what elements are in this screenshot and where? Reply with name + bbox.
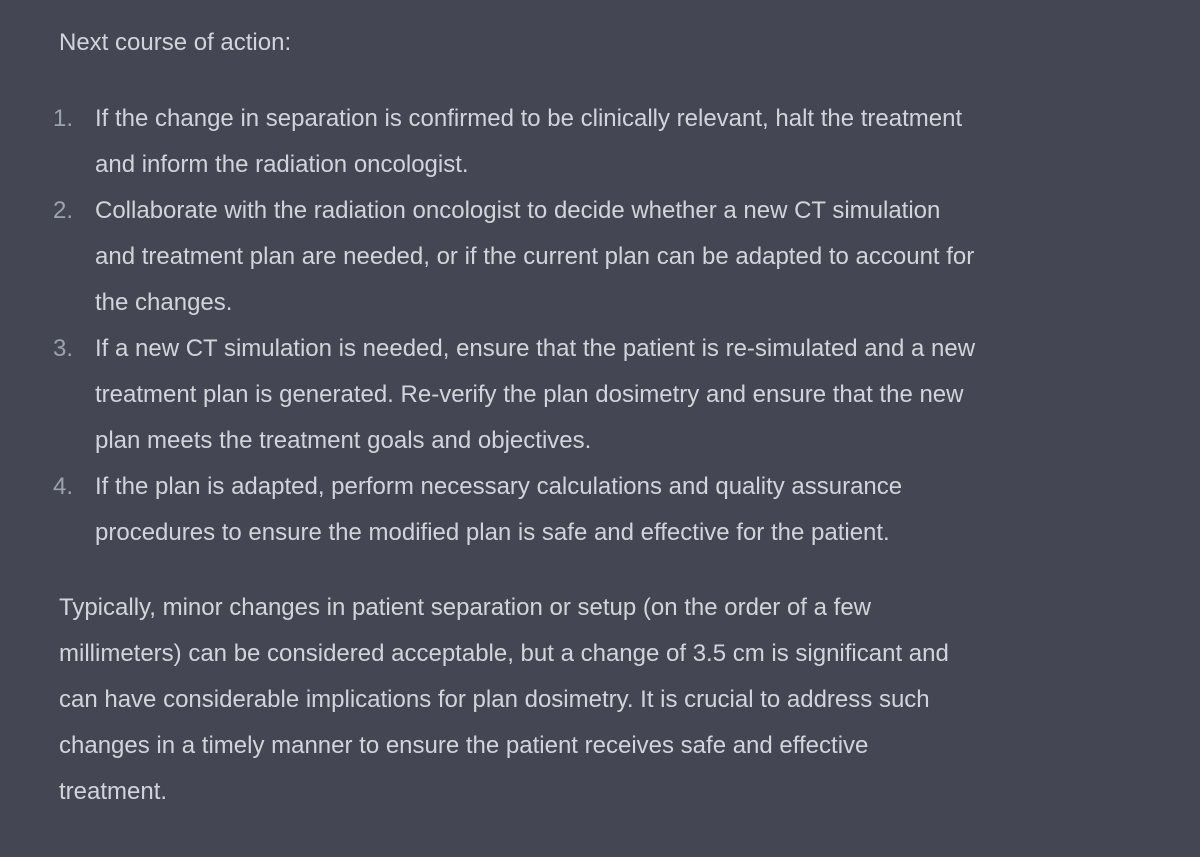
step-text-line: Collaborate with the radiation oncologist to decide whether a new CT simulation [95,197,941,224]
step-text-line: and inform the radiation oncologist. [95,151,469,178]
step-number: 3. [53,335,74,362]
step-text-line: plan meets the treatment goals and objectives. [95,427,592,454]
step-number: 2. [53,197,74,224]
step-text-line: treatment plan is generated. Re-verify the plan dosimetry and ensure that the new [95,381,964,408]
conclusion-text-line: changes in a timely manner to ensure the patient receives safe and effective [59,732,869,759]
response-intro: Next course of action: [59,29,292,56]
action-step-3 [53,326,1159,464]
conclusion-text-line: treatment. [59,778,168,805]
step-text-line: If a new CT simulation is needed, ensure that the patient is re-simulated and a new [95,335,976,362]
action-step-1 [53,96,1159,188]
action-steps-list [53,96,1159,556]
response-conclusion [59,585,1159,815]
step-text-line: and treatment plan are needed, or if the current plan can be adapted to account for [95,243,975,270]
conclusion-text-line: millimeters) can be considered acceptable, but a change of 3.5 cm is significant and [59,640,949,667]
step-text-line: If the change in separation is confirmed to be clinically relevant, halt the treatment [95,105,963,132]
conclusion-text-line: can have considerable implications for plan dosimetry. It is crucial to address such [59,686,930,713]
assistant-response [53,20,1159,815]
step-text-line: procedures to ensure the modified plan is safe and effective for the patient. [95,519,890,546]
action-step-2 [53,188,1159,326]
action-step-4 [53,464,1159,556]
step-text-line: If the plan is adapted, perform necessary calculations and quality assurance [95,473,903,500]
step-number: 1. [53,105,74,132]
step-number: 4. [53,473,74,500]
step-text-line: the changes. [95,289,233,316]
conclusion-text-line: Typically, minor changes in patient separation or setup (on the order of a few [59,594,872,621]
